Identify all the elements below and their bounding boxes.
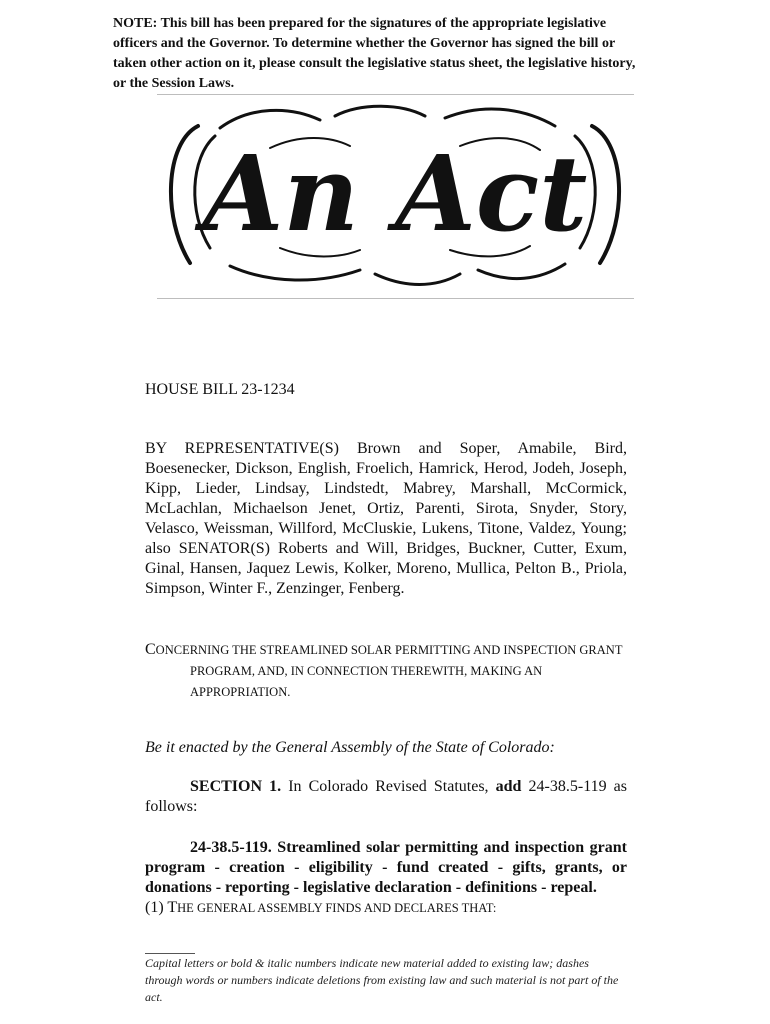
subsection-initial: T — [167, 899, 178, 916]
subsection-text: HE GENERAL ASSEMBLY FINDS AND DECLARES THAT: — [177, 901, 497, 915]
bill-title-line-3: APPROPRIATION. — [190, 685, 291, 699]
footnote: Capital letters or bold & italic numbers indicate new material added to existing law; dashes through words or numbers indicate deletions from existing law and such material is not part of the act. — [145, 956, 619, 1004]
an-act-seal — [160, 98, 630, 294]
signature-note: NOTE: This bill has been prepared for the signatures of the appropriate legislative officers and the Governor. To determine whether the Governor has signed the bill or taken other action on it, please consult the legislative status sheet, the legislative history, or the Session Laws. — [113, 16, 636, 91]
section-heading-text: 24-38.5-119. Streamlined solar permitting and inspection grant program - creation - eligibility - fund created - gifts, grants, or donations - reporting - legislative declaration - definitions - repeal. — [145, 839, 627, 896]
section-heading — [145, 838, 627, 898]
an-act-seal-graphic — [160, 98, 630, 294]
bill-title-line-1 — [145, 639, 627, 661]
sponsors-paragraph: BY REPRESENTATIVE(S) Brown and Soper, Amabile, Bird, Boesenecker, Dickson, English, Froelich, Hamrick, Herod, Jodeh, Joseph, Kipp, Lieder, Lindsay, Lindstedt, Mabrey, Marshall, McCormick, McLachlan, Michaelson Jenet, Ortiz, Parenti, Sirota, Snyder, Story, Velasco, Weissman, Willford, McCluskie, Lukens, Titone, Valdez, Young; also SENATOR(S) Roberts and Will, Bridges, Buckner, Cutter, Exum, Ginal, Hansen, Jaquez Lewis, Kolker, Moreno, Mullica, Pelton B., Priola, Simpson, Winter F., Zenzinger, Fenberg. — [145, 440, 627, 597]
section-1-text-before: In Colorado Revised Statutes, — [288, 778, 489, 795]
an-act-title: An Act — [202, 132, 588, 255]
enacting-clause: Be it enacted by the General Assembly of the State of Colorado: — [145, 739, 555, 756]
subsection-number: (1) — [145, 899, 164, 916]
subsection-1 — [145, 898, 627, 918]
section-1-action: add — [495, 778, 522, 795]
seal-top-rule — [157, 94, 634, 95]
section-1-paragraph — [145, 777, 627, 817]
footnote-rule — [145, 953, 195, 954]
seal-bottom-rule — [157, 298, 634, 299]
bill-title — [145, 639, 627, 703]
bill-title-line-2: PROGRAM, AND, IN CONNECTION THEREWITH, MAKING AN — [190, 664, 543, 678]
bill-number: HOUSE BILL 23-1234 — [145, 381, 295, 398]
bill-title-line-1-text: ONCERNING THE STREAMLINED SOLAR PERMITTING AND INSPECTION GRANT — [155, 643, 623, 657]
bill-title-initial: C — [145, 641, 156, 658]
section-1-label: SECTION 1. — [190, 778, 282, 795]
section-1-text-after: 24-38.5-119 as follows: — [145, 778, 628, 815]
